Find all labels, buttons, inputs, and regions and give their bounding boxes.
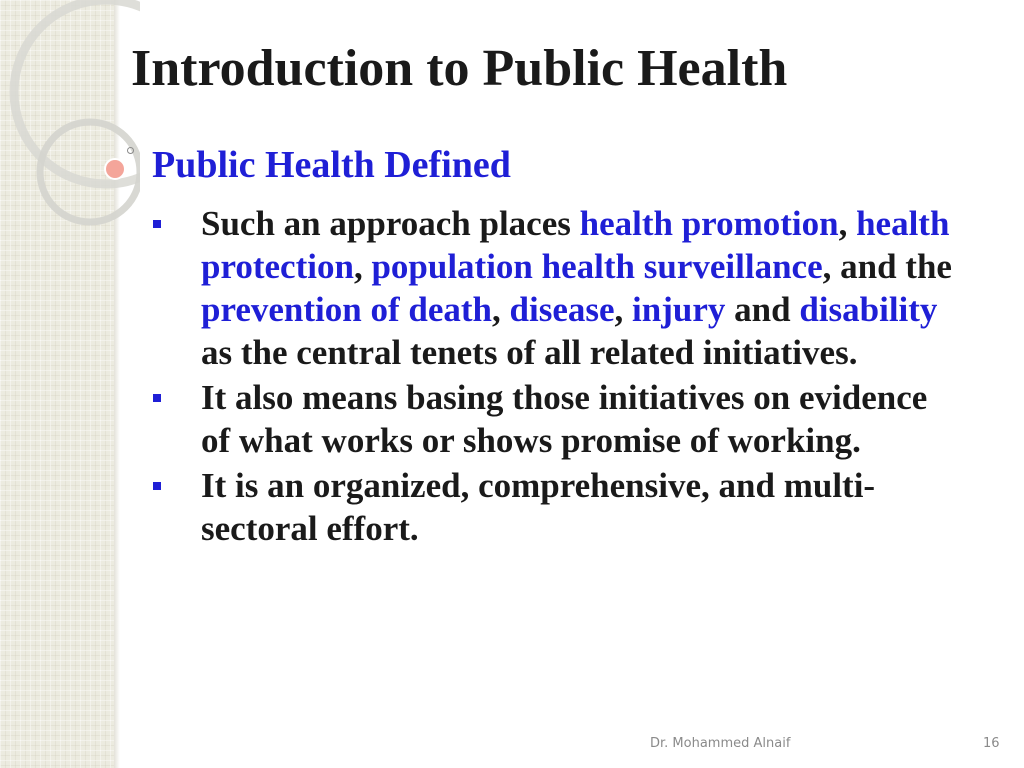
square-bullet-icon (153, 394, 161, 402)
bullet-item (150, 376, 960, 462)
decorative-coral-dot (105, 159, 125, 179)
bullet-text: Such an approach places (201, 204, 580, 243)
bullet-text: , and the (822, 247, 952, 286)
bullet-text: It also means basing those initiatives on evidence of what works or shows promise of working. (201, 378, 928, 460)
bullet-item (150, 464, 960, 550)
bullet-text: , (838, 204, 857, 243)
bullet-text: , (492, 290, 510, 329)
bullet-text: , (614, 290, 633, 329)
footer-author: Dr. Mohammed Alnaif (650, 736, 791, 751)
emphasized-term: disease (509, 290, 615, 329)
emphasized-term: health protection (201, 204, 950, 286)
slide-title: Introduction to Public Health (131, 40, 788, 97)
bullet-text: , (353, 247, 372, 286)
bullet-item (150, 202, 960, 374)
square-bullet-icon (153, 482, 161, 490)
emphasized-term: disability (799, 290, 938, 329)
slide-subheading: Public Health Defined (152, 144, 511, 186)
subheading-circle-bullet-icon (127, 147, 134, 154)
emphasized-term: prevention of death (201, 290, 493, 329)
bullet-text: It is an organized, comprehensive, and multi-sectoral effort. (201, 466, 876, 548)
emphasized-term: population health surveillance (371, 247, 823, 286)
decorative-rings (0, 0, 140, 260)
emphasized-term: health promotion (579, 204, 839, 243)
footer-page-number: 16 (983, 736, 1000, 751)
square-bullet-icon (153, 220, 161, 228)
emphasized-term: injury (632, 290, 726, 329)
bullet-text: and (725, 290, 800, 329)
bullet-list (150, 202, 960, 552)
bullet-text: as the central tenets of all related initiatives. (201, 333, 858, 372)
decorative-ring-large (14, 0, 140, 184)
